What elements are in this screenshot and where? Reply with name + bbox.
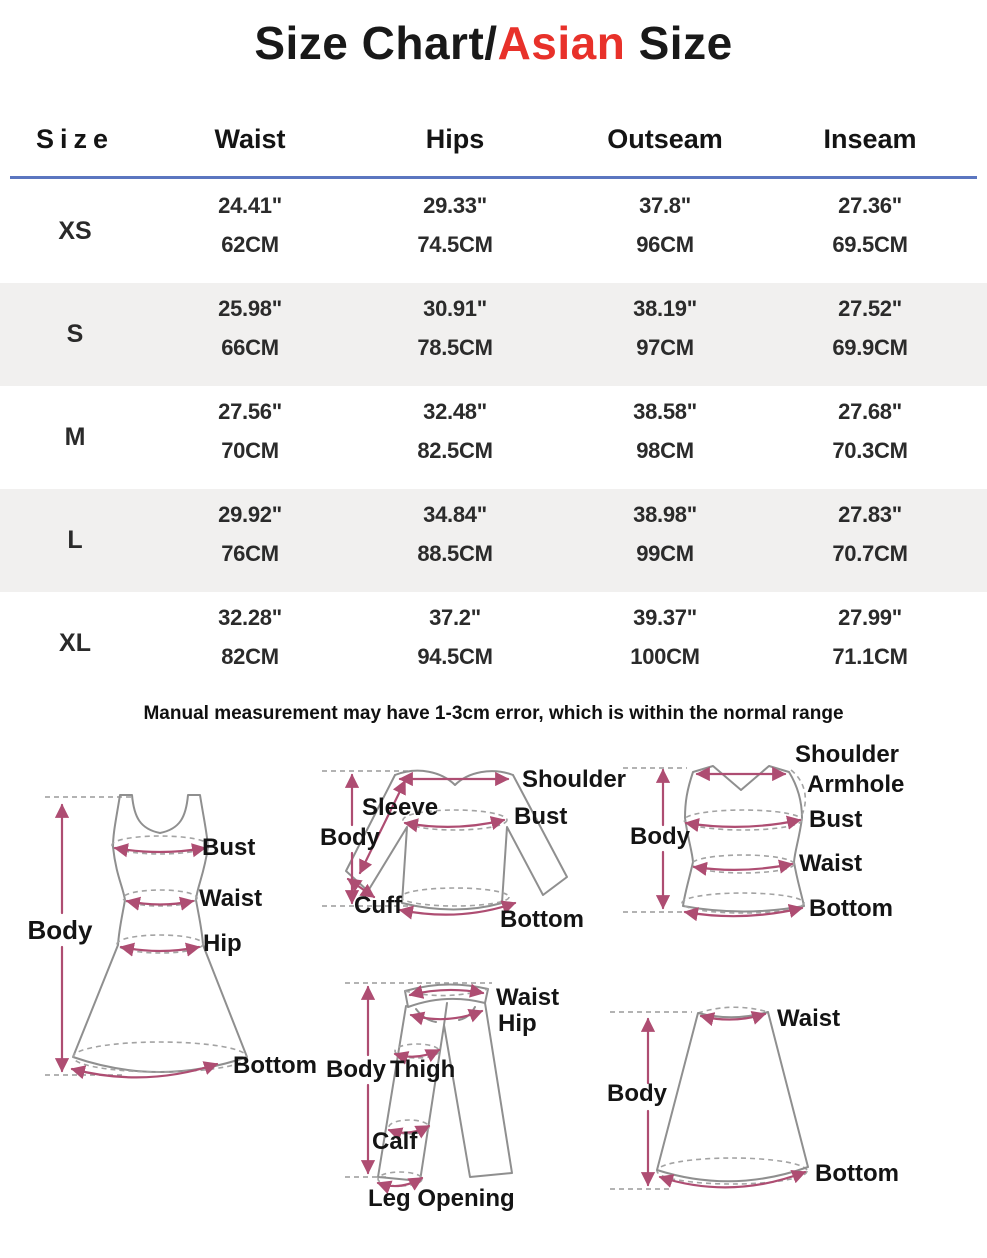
value-cm: 82.5CM (417, 438, 493, 463)
pants-body-label: Body (326, 1056, 386, 1083)
value-cm: 97CM (636, 335, 694, 360)
top-cuff-label: Cuff (354, 892, 402, 919)
cell-hips (350, 386, 560, 489)
value-inches: 32.28" (218, 605, 282, 630)
value-cm: 96CM (636, 232, 694, 257)
size-label: L (67, 526, 83, 554)
measurement-diagrams (0, 740, 987, 1258)
size-label: XL (59, 629, 91, 657)
skirt-hem-dash (657, 1158, 807, 1184)
dress-waist-label: Waist (199, 885, 263, 912)
col-header-outseam: Outseam (607, 123, 723, 154)
dress-bust-label: Bust (202, 834, 256, 861)
value-inches: 38.19" (633, 296, 697, 321)
cell-inseam (770, 180, 970, 283)
value-cm: 70CM (221, 438, 279, 463)
cell-inseam (770, 283, 970, 386)
top-bottom-label: Bottom (500, 906, 584, 933)
value-inches: 30.91" (423, 296, 487, 321)
cell-outseam (560, 489, 770, 592)
col-header-waist: Waist (214, 123, 286, 154)
cell-outseam (560, 592, 770, 695)
table-header-row (0, 108, 987, 170)
dress-hip-label: Hip (203, 930, 242, 957)
title-text-1: Size Chart/ (254, 17, 498, 69)
measurement-note: Manual measurement may have 1-3cm error, which is within the normal range (143, 703, 844, 724)
cell-outseam (560, 386, 770, 489)
vest-shoulder-label: Shoulder (795, 741, 900, 768)
vest-outline (683, 766, 804, 912)
cell-waist (150, 592, 350, 695)
vest-bust-label: Bust (809, 806, 863, 833)
title-text-2: Size (625, 17, 733, 69)
dress-body-label: Body (27, 915, 93, 945)
value-cm: 98CM (636, 438, 694, 463)
value-inches: 32.48" (423, 399, 487, 424)
value-inches: 39.37" (633, 605, 697, 630)
title-accent: Asian (497, 17, 626, 69)
value-inches: 38.98" (633, 502, 697, 527)
vest-diagram (615, 740, 955, 935)
value-cm: 62CM (221, 232, 279, 257)
cell-waist (150, 180, 350, 283)
top-neck-outline (395, 771, 513, 785)
size-label: XS (58, 217, 92, 245)
top-bust-label: Bust (514, 803, 568, 830)
cell-outseam (560, 283, 770, 386)
value-cm: 66CM (221, 335, 279, 360)
cell-hips (350, 283, 560, 386)
table-row-xl (0, 592, 987, 695)
pants-waist-label: Waist (496, 984, 560, 1011)
cell-hips (350, 489, 560, 592)
value-cm: 82CM (221, 644, 279, 669)
top-sleeve-label: Sleeve (362, 794, 439, 821)
value-inches: 37.2" (429, 605, 481, 630)
value-cm: 78.5CM (417, 335, 493, 360)
value-inches: 38.58" (633, 399, 697, 424)
value-inches: 29.33" (423, 193, 487, 218)
cell-inseam (770, 489, 970, 592)
value-cm: 100CM (630, 644, 700, 669)
value-inches: 29.92" (218, 502, 282, 527)
size-label: S (66, 320, 84, 348)
dress-diagram (25, 755, 325, 1100)
pants-diagram (320, 965, 630, 1250)
value-cm: 69.9CM (832, 335, 908, 360)
top-body-label: Body (320, 824, 380, 851)
value-cm: 70.3CM (832, 438, 908, 463)
value-cm: 99CM (636, 541, 694, 566)
cell-hips (350, 592, 560, 695)
top-shoulder-label: Shoulder (522, 766, 627, 793)
col-header-inseam: Inseam (823, 123, 917, 154)
pants-fly (444, 1003, 447, 1025)
skirt-diagram (600, 985, 955, 1215)
pants-thigh-label: Thigh (390, 1056, 456, 1083)
cell-inseam (770, 386, 970, 489)
value-inches: 27.99" (838, 605, 902, 630)
pants-calf-label: Calf (372, 1128, 418, 1155)
skirt-bottom-label: Bottom (815, 1160, 899, 1187)
vest-armhole-label: Armhole (807, 771, 905, 798)
value-cm: 74.5CM (417, 232, 493, 257)
size-label: M (64, 423, 86, 451)
pants-hip-label: Hip (498, 1010, 537, 1037)
value-inches: 27.83" (838, 502, 902, 527)
header-divider (10, 176, 977, 179)
value-cm: 88.5CM (417, 541, 493, 566)
value-inches: 27.36" (838, 193, 902, 218)
dress-bottom-label: Bottom (233, 1052, 317, 1079)
value-cm: 69.5CM (832, 232, 908, 257)
top-diagram (310, 745, 627, 940)
cell-waist (150, 489, 350, 592)
skirt-waist-label: Waist (777, 1005, 841, 1032)
value-inches: 24.41" (218, 193, 282, 218)
cell-waist (150, 386, 350, 489)
value-inches: 27.68" (838, 399, 902, 424)
value-cm: 71.1CM (832, 644, 908, 669)
pants-leg-opening-label: Leg Opening (368, 1185, 515, 1212)
col-header-size: Size (35, 123, 115, 154)
vest-body-label: Body (630, 823, 690, 850)
size-table-body (0, 180, 987, 695)
table-row-l (0, 489, 987, 592)
value-inches: 25.98" (218, 296, 282, 321)
table-row-xs (0, 180, 987, 283)
page-title (0, 16, 987, 70)
value-inches: 34.84" (423, 502, 487, 527)
cell-outseam (560, 180, 770, 283)
cell-hips (350, 180, 560, 283)
value-cm: 76CM (221, 541, 279, 566)
value-inches: 37.8" (639, 193, 691, 218)
vest-waist-label: Waist (799, 850, 863, 877)
table-row-s (0, 283, 987, 386)
skirt-waist-rim-dash (698, 1007, 768, 1013)
vest-bottom-label: Bottom (809, 895, 893, 922)
cell-inseam (770, 592, 970, 695)
value-cm: 70.7CM (832, 541, 908, 566)
value-cm: 94.5CM (417, 644, 493, 669)
value-inches: 27.56" (218, 399, 282, 424)
value-inches: 27.52" (838, 296, 902, 321)
skirt-outline (657, 1012, 808, 1181)
col-header-hips: Hips (425, 123, 485, 154)
table-row-m (0, 386, 987, 489)
cell-waist (150, 283, 350, 386)
skirt-body-label: Body (607, 1080, 667, 1107)
